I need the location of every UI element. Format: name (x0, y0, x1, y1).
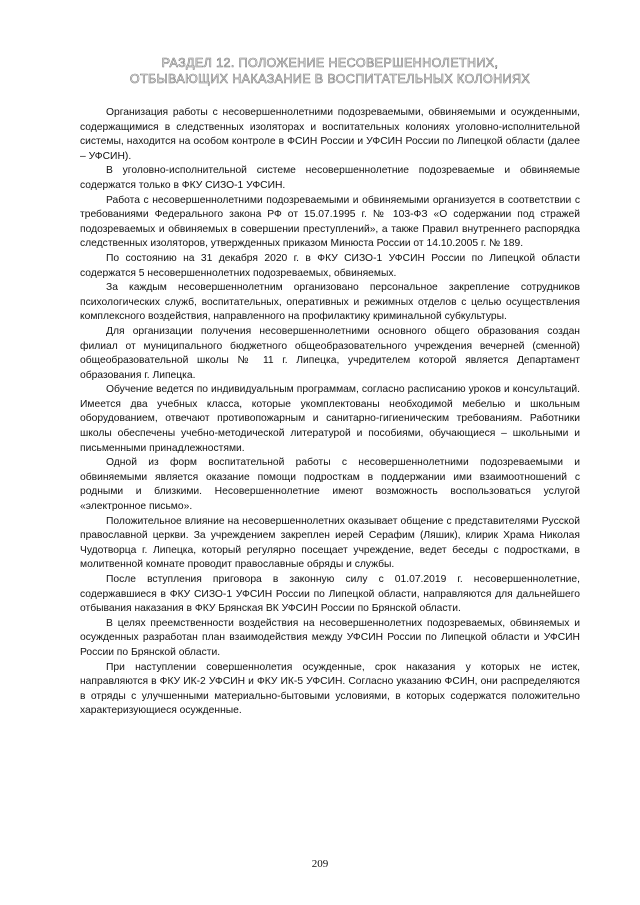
paragraph: За каждым несовершеннолетним организовано персональное закрепление сотрудников психологических служб, воспитательных, оперативных и режимных отделов с целью осуществления комплексного воздействия, направленного на профилактику криминальной субкультуры. (80, 282, 580, 323)
section-title-line-2: ОТБЫВАЮЩИХ НАКАЗАНИЕ В ВОСПИТАТЕЛЬНЫХ КОЛОНИЯХ (129, 72, 531, 86)
paragraph: Для организации получения несовершеннолетними основного общего образования создан филиал от муниципального бюджетного общеобразовательного учреждения вечерней (сменной) общеобразовательной школы № 11 г. Липецка, учредителем которой является Департамент образования г. Липецка. (80, 325, 580, 381)
paragraph: В целях преемственности воздействия на несовершеннолетних подозреваемых, обвиняемых и осужденных разработан план взаимодействия между УФСИН России по Липецкой области и УФСИН России по Брянской области. (80, 617, 580, 658)
document-page (80, 55, 580, 719)
paragraph: После вступления приговора в законную силу с 01.07.2019 г. несовершеннолетние, содержавшиеся в ФКУ СИЗО-1 УФСИН России по Липецкой области, направляются для дальнейшего отбывания наказания в ФКУ Брянская ВК УФСИН России по Брянской области. (80, 574, 580, 615)
paragraph: Организация работы с несовершеннолетними подозреваемыми, обвиняемыми и осужденными, содержащимися в следственных изоляторах и воспитательных колониях уголовно-исполнительной системы, находится на особом контроле в ФСИН России и УФСИН России по Липецкой области (далее – УФСИН). (80, 107, 580, 162)
paragraph: В уголовно-исполнительной системе несовершеннолетние подозреваемые и обвиняемые содержатся только в ФКУ СИЗО-1 УФСИН. (80, 165, 580, 191)
section-title (80, 55, 580, 87)
paragraph: Работа с несовершеннолетними подозреваемыми и обвиняемыми организуется в соответствии с требованиями Федерального закона РФ от 15.07.1995 г. № 103-ФЗ «О содержании под стражей подозреваемых и обвиняемых в совершении преступлений», а также Правил внутреннего распорядка следственных изоляторов, утвержденных приказом Минюста России от 14.10.2005 г. № 189. (80, 194, 580, 250)
body-text (80, 106, 580, 719)
paragraph: При наступлении совершеннолетия осужденные, срок наказания у которых не истек, направляются в ФКУ ИК-2 УФСИН и ФКУ ИК-5 УФСИН. Согласно указанию ФСИН, они распределяются в отряды с улучшенными материально-бытовыми условиями, в которых содержатся положительно характеризующиеся осужденные. (80, 661, 580, 717)
page-number: 209 (311, 858, 329, 870)
paragraph: По состоянию на 31 декабря 2020 г. в ФКУ СИЗО-1 УФСИН России по Липецкой области содержатся 5 несовершеннолетних подозреваемых, обвиняемых. (80, 252, 580, 279)
section-title-line-1: РАЗДЕЛ 12. ПОЛОЖЕНИЕ НЕСОВЕРШЕННОЛЕТНИХ, (161, 56, 499, 70)
paragraph: Положительное влияние на несовершеннолетних оказывает общение с представителями Русской православной церкви. За учреждением закреплен иерей Серафим (Ляшик), клирик Храма Николая Чудотворца г. Липецка, который регулярно посещает учреждение, ведет беседы с подростками, в молитвенной комнате проводит православные обряды и службы. (80, 515, 580, 571)
paragraph: Одной из форм воспитательной работы с несовершеннолетними подозреваемыми и обвиняемыми является оказание помощи подросткам в поддержании ими взаимоотношений с родными и близкими. Несовершеннолетние имеют возможность воспользоваться услугой «электронное письмо». (80, 457, 580, 513)
paragraph: Обучение ведется по индивидуальным программам, согласно расписанию уроков и консультаций. Имеется два учебных класса, которые укомплектованы необходимой мебелью и школьным оборудованием, отвечают противопожарным и санитарно-гигиеническим требованиям. Работники школы обеспечены учебно-методической литературой и пособиями, обучающиеся – школьными и письменными принадлежностями. (80, 384, 580, 454)
